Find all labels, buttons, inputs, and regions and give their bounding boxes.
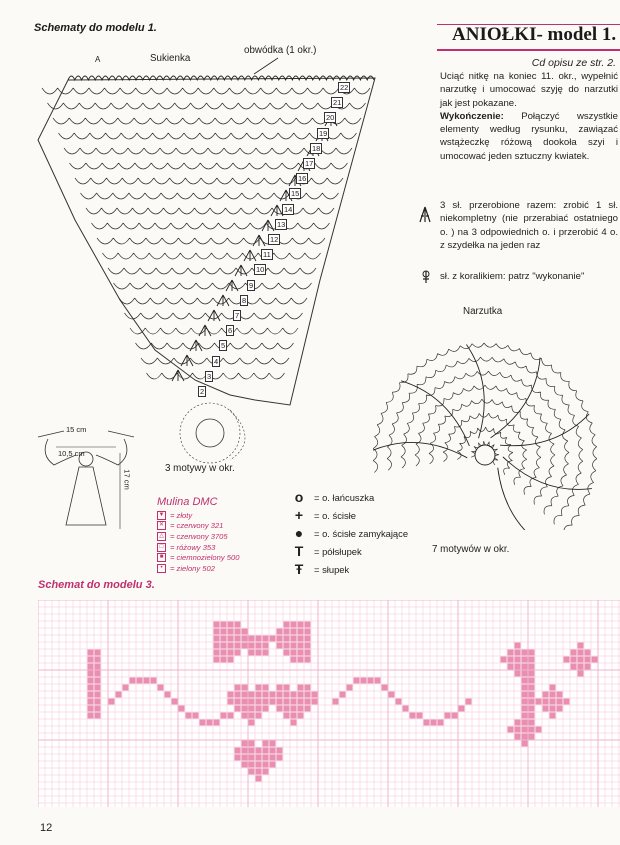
round-number: 12 — [270, 235, 279, 244]
round-number: 7 — [235, 311, 240, 320]
double-crochet-icon: Ŧ — [294, 561, 304, 577]
angel-outline-drawing — [36, 425, 136, 535]
dress-diagram — [20, 50, 400, 470]
cross-stitch-chart — [38, 600, 620, 807]
pink-swatch-icon: □ — [157, 543, 166, 552]
thread-key-row: △ = czerwony 3705 — [157, 531, 239, 542]
article-title: ANIOŁKI- model 1. — [452, 24, 617, 45]
picot-text: sł. z koralikiem: patrz "wykonanie" — [440, 271, 585, 282]
round-number: 6 — [228, 326, 233, 336]
single-crochet-icon: + — [294, 507, 304, 523]
round-number: 18 — [312, 143, 321, 153]
stitch-legend-row: T = półsłupek — [290, 542, 408, 560]
red-3705-swatch-icon: △ — [157, 532, 166, 541]
border-label: obwódka (1 okr.) — [244, 45, 317, 56]
thread-key-row: ▼ = złoty — [158, 510, 193, 520]
round-number: 22 — [340, 83, 349, 92]
paragraph-instructions: Uciąć nitkę na koniec 11. okr., wypełnić narzutkę i umocować szyję do narzutki jak jest pokazane. — [440, 71, 618, 109]
round-number: 10 — [256, 265, 265, 275]
motifs-3-label: 3 motywy w okr. — [165, 463, 235, 474]
thread-key-row: ■ = ciemnozielony 500 — [157, 552, 239, 563]
finishing-text: Połączyć wszystkie elementy według rysunku, zawiązać wstążeczkę różową dookoła szyi i umocować jeden sztuczny kwiatek. — [440, 110, 618, 162]
dark-green-swatch-icon: ■ — [157, 553, 166, 562]
continuation-note: Cd opisu ze str. 2. — [531, 57, 616, 69]
stitch-legend-row: Ŧ = słupek — [290, 560, 408, 578]
three-together-icon — [417, 206, 433, 229]
size-17-label: 17 cm — [122, 469, 132, 490]
chain-stitch-icon: o — [294, 489, 304, 505]
finishing-label: Wykończenie: — [440, 110, 504, 122]
thread-key-row: ✕ = czerwony 321 — [158, 521, 224, 531]
round-number: 3 — [207, 371, 212, 381]
round-number: 19 — [319, 128, 328, 138]
round-number: 17 — [305, 159, 314, 168]
article-body — [440, 70, 618, 163]
stitch-legend-row: ● = o. ścisłe zamykające — [290, 524, 408, 542]
slip-stitch-icon: ● — [294, 525, 304, 541]
three-together-text: 3 sł. przerobione razem: zrobić 1 sł. niekompletny (nie przerabiać ostatniego o. ) na 3 odpowiednich o. i przerobić 4 o. z szydełka na jeden raz — [440, 200, 618, 251]
thread-key-row: • = zielony 502 — [157, 563, 239, 574]
size-105-label: 10,5 cm — [58, 449, 85, 458]
thread-key — [157, 510, 239, 574]
round-number: 13 — [277, 219, 286, 229]
round-number: 9 — [249, 280, 254, 290]
size-15-label: 15 cm — [66, 425, 87, 434]
thread-key-row: □ = różowy 353 — [157, 542, 239, 553]
mark-a: A — [95, 55, 101, 64]
stitch-legend-row: + = o. ścisłe — [290, 506, 408, 524]
picot-icon — [421, 270, 431, 289]
round-number: 16 — [298, 174, 307, 184]
left-header-title: Schematy do modelu 1. — [34, 22, 157, 34]
dress-label: Sukienka — [150, 53, 191, 64]
stitch-legend-row: o = o. łańcuszka — [290, 488, 408, 506]
round-number: 8 — [242, 295, 247, 305]
half-double-icon: T — [294, 543, 304, 559]
round-number: 11 — [263, 250, 271, 260]
gold-swatch-icon: ▼ — [158, 511, 165, 518]
motifs-7-label: 7 motywów w okr. — [432, 544, 510, 555]
stitch-legend — [290, 488, 408, 578]
green-swatch-icon: • — [157, 564, 166, 573]
red-321-swatch-icon: ✕ — [158, 522, 165, 529]
round-number: 2 — [200, 387, 205, 396]
cape-label: Narzutka — [463, 306, 503, 317]
round-number: 20 — [326, 113, 335, 123]
round-number: 5 — [221, 341, 226, 351]
round-number: 14 — [284, 204, 293, 214]
round-number: 21 — [333, 98, 342, 108]
border-pointer — [250, 56, 280, 76]
thread-key-title: Mulina DMC — [157, 496, 218, 508]
page-number: 12 — [40, 822, 53, 834]
round-number: 15 — [291, 189, 300, 199]
scheme3-title: Schemat do modelu 3. — [38, 579, 155, 591]
round-number: 4 — [214, 356, 219, 366]
